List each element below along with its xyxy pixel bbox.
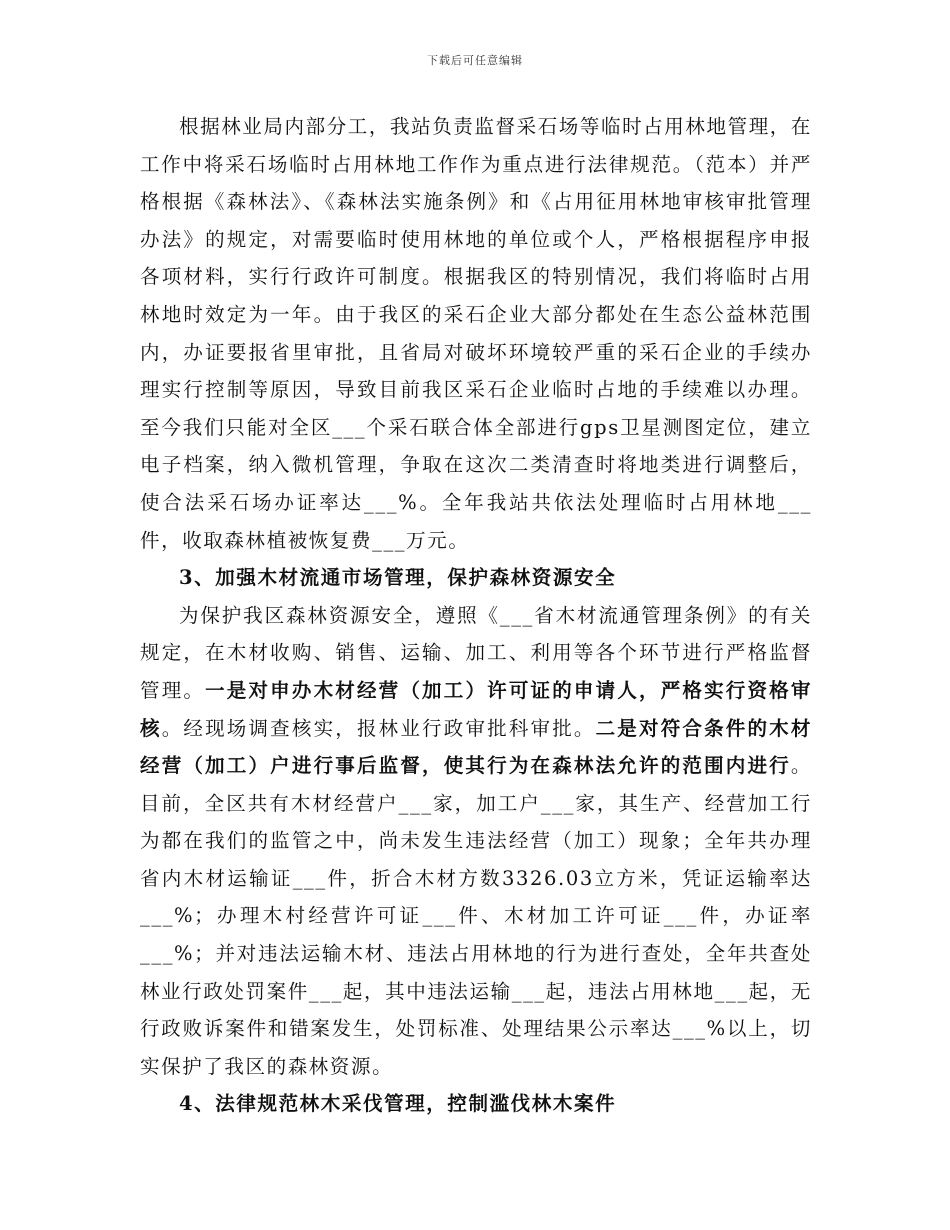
- bold-point-two: 二是对符合条件的木材经营（加工）户进行事后监督，使其行为在森林法允许的范围内进行: [140, 716, 812, 778]
- section-heading-4: 4、法律规范林木采伐管理，控制滥伐林木案件: [179, 1092, 617, 1116]
- paragraph-text: 为保护我区森林资源安全，遵照《___省木材流通管理条例》的有关规定，在木材收购、销售、运输、加工、利用等各个环节进行严格监督管理。: [140, 603, 812, 702]
- paragraph-quarry-land-management: 根据林业局内部分工，我站负责监督采石场等临时占用林地管理，在工作中将采石场临时占用林地工作作为重点进行法律规范。（范本）并严格根据《森林法》、《森林法实施条例》和《占用征用林地审核审批管理办法》的规定，对需要临时使用林地的单位或个人，严格根据程序申报各项材料，实行行政许可制度。根据我区的特别情况，我们将临时占用林地时效定为一年。由于我区的采石企业大部分都处在生态公益林范围内，办证要报省里审批，且省局对破坏环境较严重的采石企业的手续办理实行控制等原因，导致目前我区采石企业临时占地的手续难以办理。至今我们只能对全区___个采石联合体全部进行gps卫星测图定位，建立电子档案，纳入微机管理，争取在这次二类清查时将地类进行调整后，使合法采石场办证率达___%。全年我站共依法处理临时占用林地___件，收取森林植被恢复费___万元。: [140, 115, 813, 552]
- bold-point-one: 一是对申办木材经营（加工）许可证的申请人，严格实行资格审核: [140, 678, 812, 740]
- paragraph-timber-market-management: [140, 597, 812, 1086]
- section-heading-3: 3、加强木材流通市场管理，保护森林资源安全: [179, 566, 617, 590]
- paragraph-text: 。目前，全区共有木材经营户___家，加工户___家，其生产、经营加工行为都在我们的监管之中，尚未发生违法经营（加工）现象；全年共办理省内木材运输证___件，折合木材方数3326.03立方米，凭证运输率达___%；办理木村经营许可证___件、木材加工许可证___件，办证率___%；并对违法运输木材、违法占用林地的行为进行查处，全年共查处林业行政处罚案件___起，其中违法运输___起，违法占用林地___起，无行政败诉案件和错案发生，处罚标准、处理结果公示率达___%以上，切实保护了我区的森林资源。: [140, 754, 812, 1078]
- paragraph-text: 。经现场调查核实，报林业行政审批科审批。: [161, 716, 596, 740]
- document-body: [140, 108, 812, 1123]
- page-header: 下载后可任意编辑: [427, 54, 523, 67]
